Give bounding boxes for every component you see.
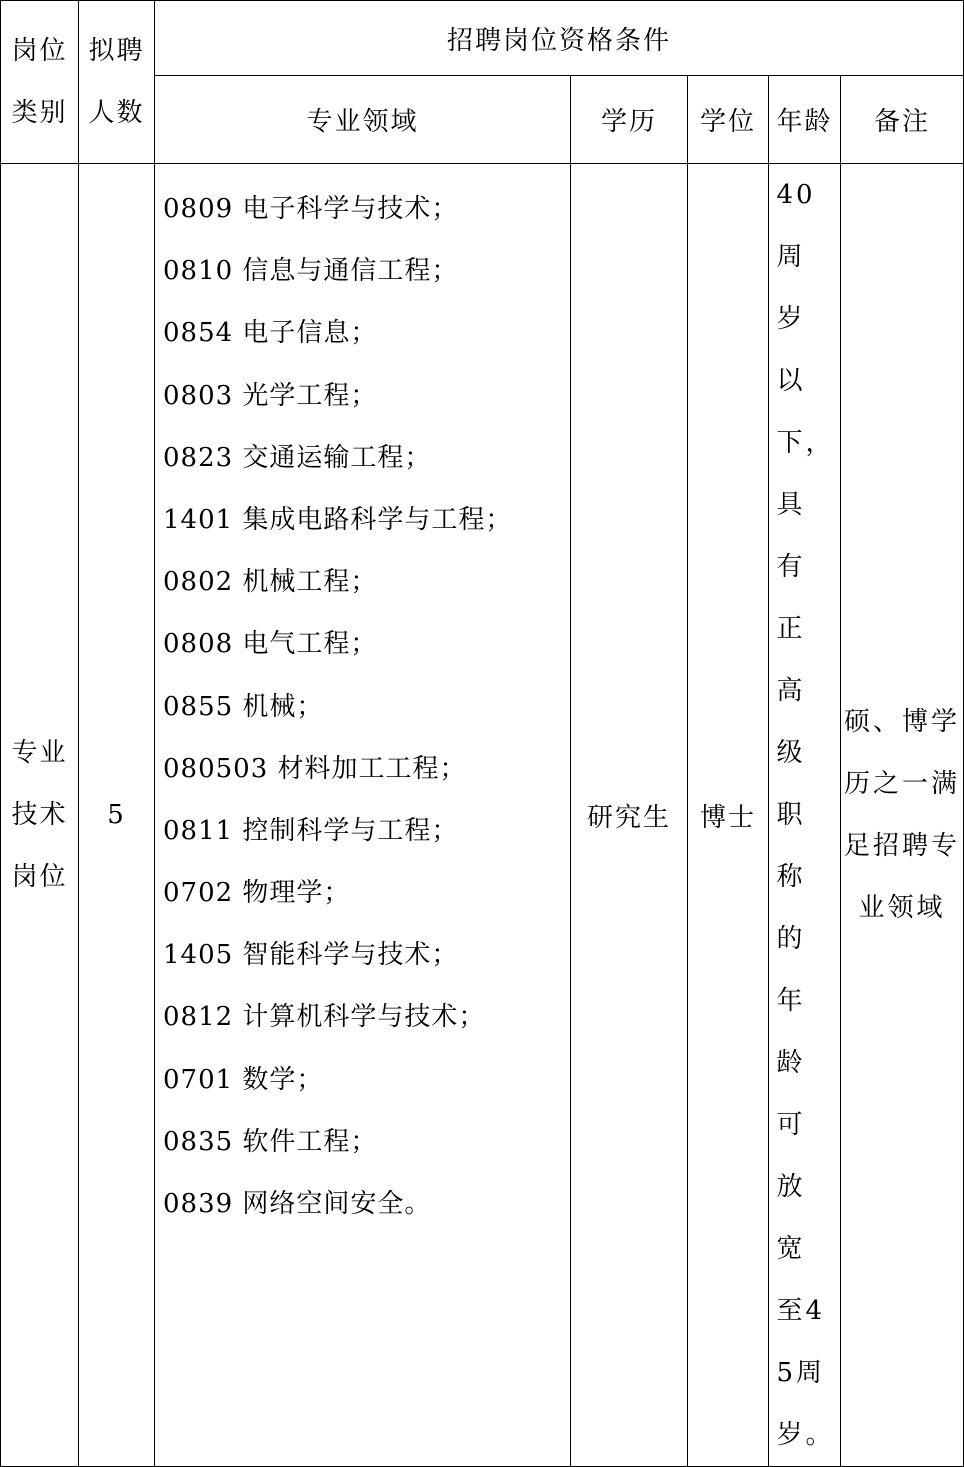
header-row-1 — [1, 1, 964, 76]
list-item: 0812 计算机科学与技术； — [163, 1002, 486, 1033]
list-item: 1401 集成电路科学与工程； — [163, 504, 513, 535]
count-cell — [79, 164, 155, 1467]
header-education-cell — [571, 76, 688, 164]
table-row — [1, 164, 964, 1467]
category-value: 专业 技术 岗位 — [11, 738, 68, 892]
header-remark-cell — [841, 76, 964, 164]
header-degree-cell — [688, 76, 769, 164]
list-item: 0803 光学工程； — [163, 380, 378, 411]
header-count-cell — [79, 1, 155, 164]
header-conditions-cell — [155, 1, 964, 76]
list-item: 0855 机械； — [163, 691, 324, 722]
count-value: 5 — [107, 800, 126, 830]
remark-cell — [841, 164, 964, 1467]
degree-value: 博士 — [699, 802, 756, 833]
header-category-cell — [1, 1, 79, 164]
list-item: 0811 控制科学与工程； — [163, 815, 459, 846]
list-item: 0808 电气工程； — [163, 629, 378, 660]
list-item: 0810 信息与通信工程； — [163, 256, 459, 287]
list-item: 0809 电子科学与技术； — [163, 194, 459, 224]
header-age-label: 年龄 — [776, 107, 833, 137]
degree-cell — [688, 164, 769, 1467]
list-item: 0854 电子信息； — [163, 318, 378, 349]
header-remark-label: 备注 — [874, 107, 931, 137]
list-item: 0823 交通运输工程； — [163, 442, 432, 473]
education-value: 研究生 — [586, 802, 671, 833]
header-category-label: 岗位 类别 — [11, 36, 68, 128]
list-item: 0701 数学； — [163, 1064, 324, 1095]
list-item: 0702 物理学； — [163, 878, 351, 909]
list-item: 0802 机械工程； — [163, 567, 378, 598]
header-age-cell — [769, 76, 841, 164]
majors-cell — [155, 164, 571, 1467]
majors-list — [163, 178, 570, 1235]
education-cell — [571, 164, 688, 1467]
header-education-label: 学历 — [600, 107, 657, 137]
list-item: 0835 软件工程； — [163, 1126, 378, 1157]
remark-value: 硕、博学历之一满足招聘专业领域 — [844, 707, 961, 923]
age-value: 40周岁以下，具有正高级职称的年龄可放宽至45周岁。 — [776, 180, 835, 1450]
header-degree-label: 学位 — [699, 107, 756, 137]
age-cell — [769, 164, 841, 1467]
list-item: 0839 网络空间安全。 — [163, 1189, 432, 1219]
header-field-cell — [155, 76, 571, 164]
header-field-label: 专业领域 — [306, 107, 419, 137]
header-conditions-label: 招聘岗位资格条件 — [447, 25, 672, 56]
list-item: 1405 智能科学与技术； — [163, 940, 459, 971]
category-cell — [1, 164, 79, 1467]
list-item: 080503 材料加工工程； — [163, 753, 467, 784]
header-count-label: 拟聘 人数 — [88, 36, 145, 128]
